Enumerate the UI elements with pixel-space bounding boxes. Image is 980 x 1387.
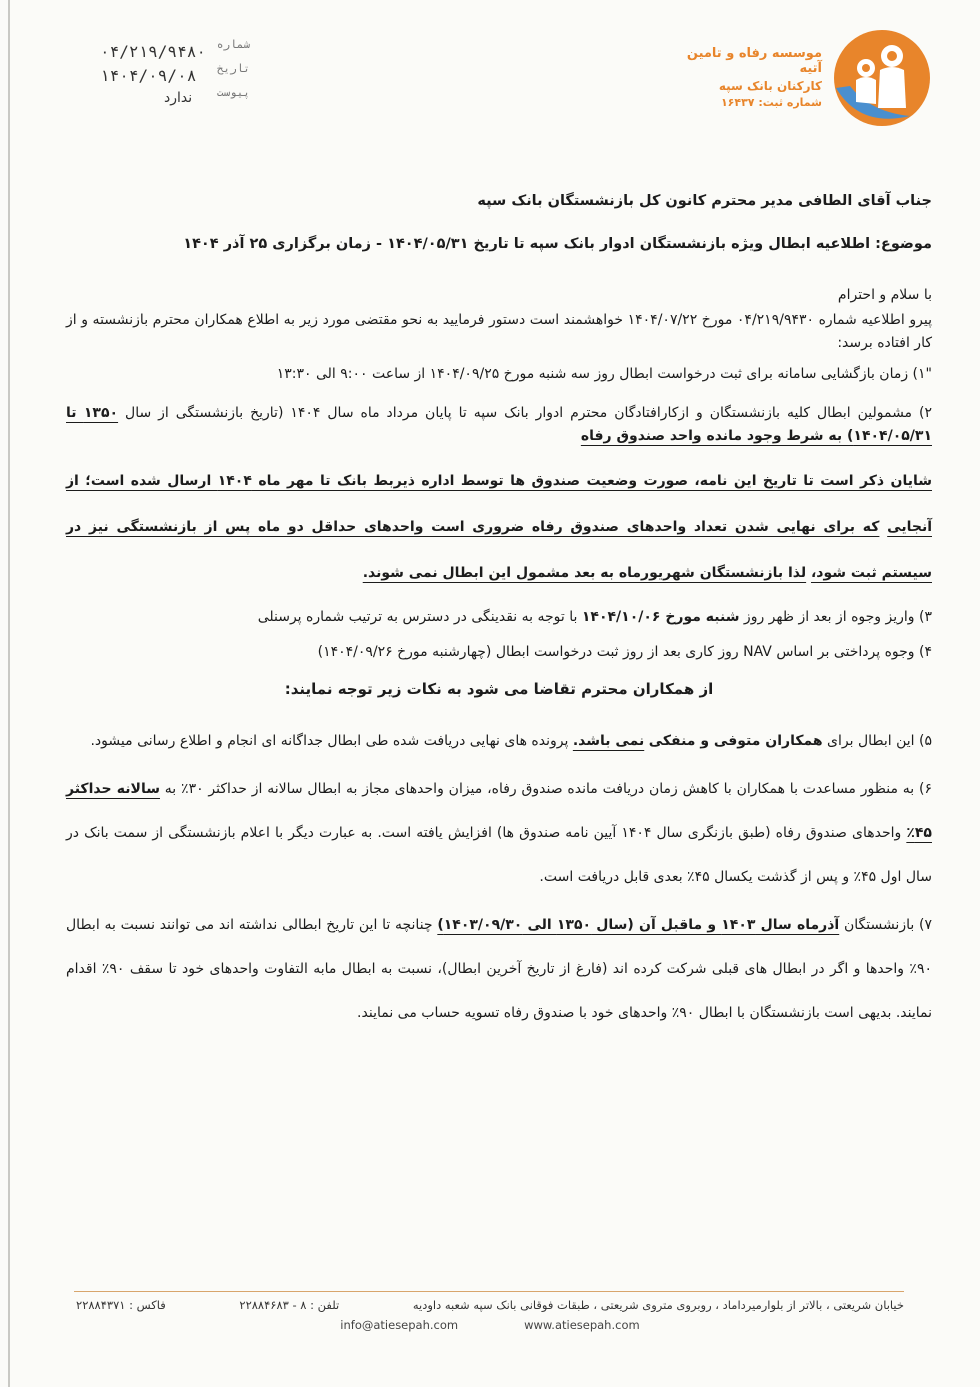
item-1: "۱) زمان بازگشایی سامانه برای ثبت درخواست ابطال روز سه شنبه مورخ ۱۴۰۴/۰۹/۲۵ از ساعت ۹:۰۰ الی ۱۳:۳۰ bbox=[276, 366, 932, 382]
footer bbox=[76, 1298, 904, 1332]
footer-phone: تلفن : ۸ - ۲۲۸۸۴۶۸۳ bbox=[239, 1298, 340, 1312]
item-5-bold: همکاران متوفی و منفکی bbox=[648, 733, 823, 749]
item-3-date: شنبه مورخ ۱۴۰۴/۱۰/۰۶ bbox=[581, 609, 740, 625]
note-line-1: شایان ذکر است تا تاریخ این نامه، صورت وضعیت صندوق ها توسط اداره ذیربط بانک تا مهر ماه ۱۴۰۴ ارسال شده است؛ از آنجایی bbox=[66, 473, 932, 535]
logo-registration: شماره ثبت: ۱۶۴۳۷ bbox=[720, 96, 822, 109]
request-heading: از همکاران محترم تقاضا می شود به نکات زیر توجه نمایند: bbox=[284, 680, 714, 698]
item-4: ۴) وجوه پرداختی بر اساس NAV روز کاری بعد از روز ثبت درخواست ابطال (چهارشنبه مورخ ۱۴۰۴/۰۹/۲۶) bbox=[317, 644, 932, 660]
attachment-label: پیوست bbox=[216, 86, 250, 99]
note-paragraph bbox=[66, 458, 932, 596]
item-7-underlined: آذرماه سال ۱۴۰۳ و ماقبل آن (سال ۱۳۵۰ الی ۱۴۰۳/۰۹/۳۰) bbox=[437, 917, 840, 933]
item-6-underlined: سالانه حداکثر ۴۵٪ bbox=[66, 781, 932, 841]
item-5 bbox=[66, 719, 932, 763]
footer-fax: فاکس : ۲۲۸۸۴۳۷۱ bbox=[76, 1298, 166, 1312]
note-line-2: که برای نهایی شدن تعداد واحدهای صندوق رفاه ضروری است واحدهای حداقل دو ماه پس از بازنشستگی نیز در سیستم ثبت شود، bbox=[66, 519, 932, 581]
item-2-text: ۲) مشمولین ابطال کلیه بازنشستگان و ازکارافتادگان محترم ادوار بانک سپه تا پایان مرداد ماه سال ۱۴۰۴ (تاریخ بازنشستگی از سال bbox=[118, 405, 932, 421]
greeting: با سلام و احترام bbox=[837, 287, 932, 303]
footer-address: خیابان شریعتی ، بالاتر از بلوارمیرداماد ، روبروی متروی شریعتی ، طبقات فوقانی بانک سپه شعبه داودیه bbox=[412, 1298, 904, 1312]
item-3-rest: با توجه به نقدینگی در دسترس به ترتیب شماره پرسنلی bbox=[257, 609, 582, 625]
letter-meta bbox=[100, 38, 250, 110]
letter-body bbox=[66, 190, 932, 1039]
item-5-rest: پرونده های نهایی دریافت شده طی ابطال جداگانه ای انجام و اطلاع رسانی میشود. bbox=[90, 733, 573, 749]
date-label: تاریخ bbox=[216, 62, 250, 75]
family-logo-icon bbox=[830, 28, 934, 128]
item-3 bbox=[66, 606, 932, 629]
logo-name: موسسه رفاه و تامین آتیه bbox=[686, 46, 822, 76]
intro-paragraph: پیرو اطلاعیه شماره ۰۴/۲۱۹/۹۴۳۰ مورخ ۱۴۰۴/۰۷/۲۲ خواهشمند است دستور فرمایید به نحو مقتضی مورد زیر به اطلاع همکاران محترم بازنشسته و از کار افتاده برسد: bbox=[66, 312, 932, 351]
addressee: جناب آقای الطافی مدیر محترم کانون کل بازنشستگان بانک سپه bbox=[477, 193, 932, 209]
item-7-text: ۷) بازنشستگان bbox=[839, 917, 932, 933]
item-2 bbox=[66, 402, 932, 448]
letter-date: ۱۴۰۴/۰۹/۰۸ bbox=[100, 66, 197, 85]
item-7-rest: چنانچه تا این تاریخ ابطالی نداشته اند می توانند نسبت به ابطال ۹۰٪ واحدها و اگر در ابطال های قبلی شرکت کرده اند (فارغ از تاریخ آخرین ابطال)، نسبت به ابطال مابه التفاوت واحدهای خود تا سقف ۹۰٪ اقدام نمایند. بدیهی است بازنشستگان با ابطال ۹۰٪ واحدهای خود با صندوق رفاه تسویه حساب می نمایند. bbox=[66, 917, 932, 1021]
item-6-rest: واحدهای صندوق رفاه (طبق بازنگری سال ۱۴۰۴ آیین نامه صندوق ها) افزایش یافته است. به عبارت دیگر با اعلام بازنشستگی از سمت بانک در سال اول ۴۵٪ و پس از گذشت یکسال ۴۵٪ بعدی قابل دریافت است. bbox=[66, 825, 932, 885]
item-5-underlined: نمی باشد. bbox=[572, 733, 645, 749]
item-2-condition: ۱۳۵۰ تا ۱۴۰۴/۰۵/۳۱) به شرط وجود مانده واحد صندوق رفاه bbox=[66, 405, 932, 444]
attachment-value: ندارد bbox=[164, 90, 193, 106]
subject: موضوع: اطلاعیه ابطال ویژه بازنشستگان ادوار بانک سپه تا تاریخ ۱۴۰۴/۰۵/۳۱ - زمان برگزاری ۲۵ آذر ۱۴۰۴ bbox=[183, 236, 932, 252]
logo-subtitle: کارکنان بانک سپه bbox=[718, 79, 822, 93]
number-label: شماره bbox=[216, 38, 250, 51]
scan-edge bbox=[8, 0, 10, 1387]
item-6-text: ۶) به منظور مساعدت با همکاران با کاهش زمان دریافت مانده صندوق رفاه، میزان واحدهای مجاز به ابطال سالانه از حداکثر ۳۰٪ به bbox=[159, 781, 932, 797]
organization-logo bbox=[684, 28, 934, 128]
item-6 bbox=[66, 767, 932, 899]
item-5-text: ۵) این ابطال برای bbox=[822, 733, 932, 749]
note-line-3: لذا بازنشستگان شهریورماه به بعد مشمول این ابطال نمی شوند. bbox=[362, 565, 807, 581]
footer-divider bbox=[74, 1291, 904, 1292]
footer-website-link[interactable]: www.atiesepah.com bbox=[524, 1318, 640, 1332]
letter-number: ۰۴/۲۱۹/۹۴۸۰ bbox=[100, 42, 206, 61]
item-7 bbox=[66, 903, 932, 1035]
footer-email-link[interactable]: info@atiesepah.com bbox=[340, 1318, 459, 1332]
item-3-text: ۳) واریز وجوه از بعد از ظهر روز bbox=[739, 609, 932, 625]
